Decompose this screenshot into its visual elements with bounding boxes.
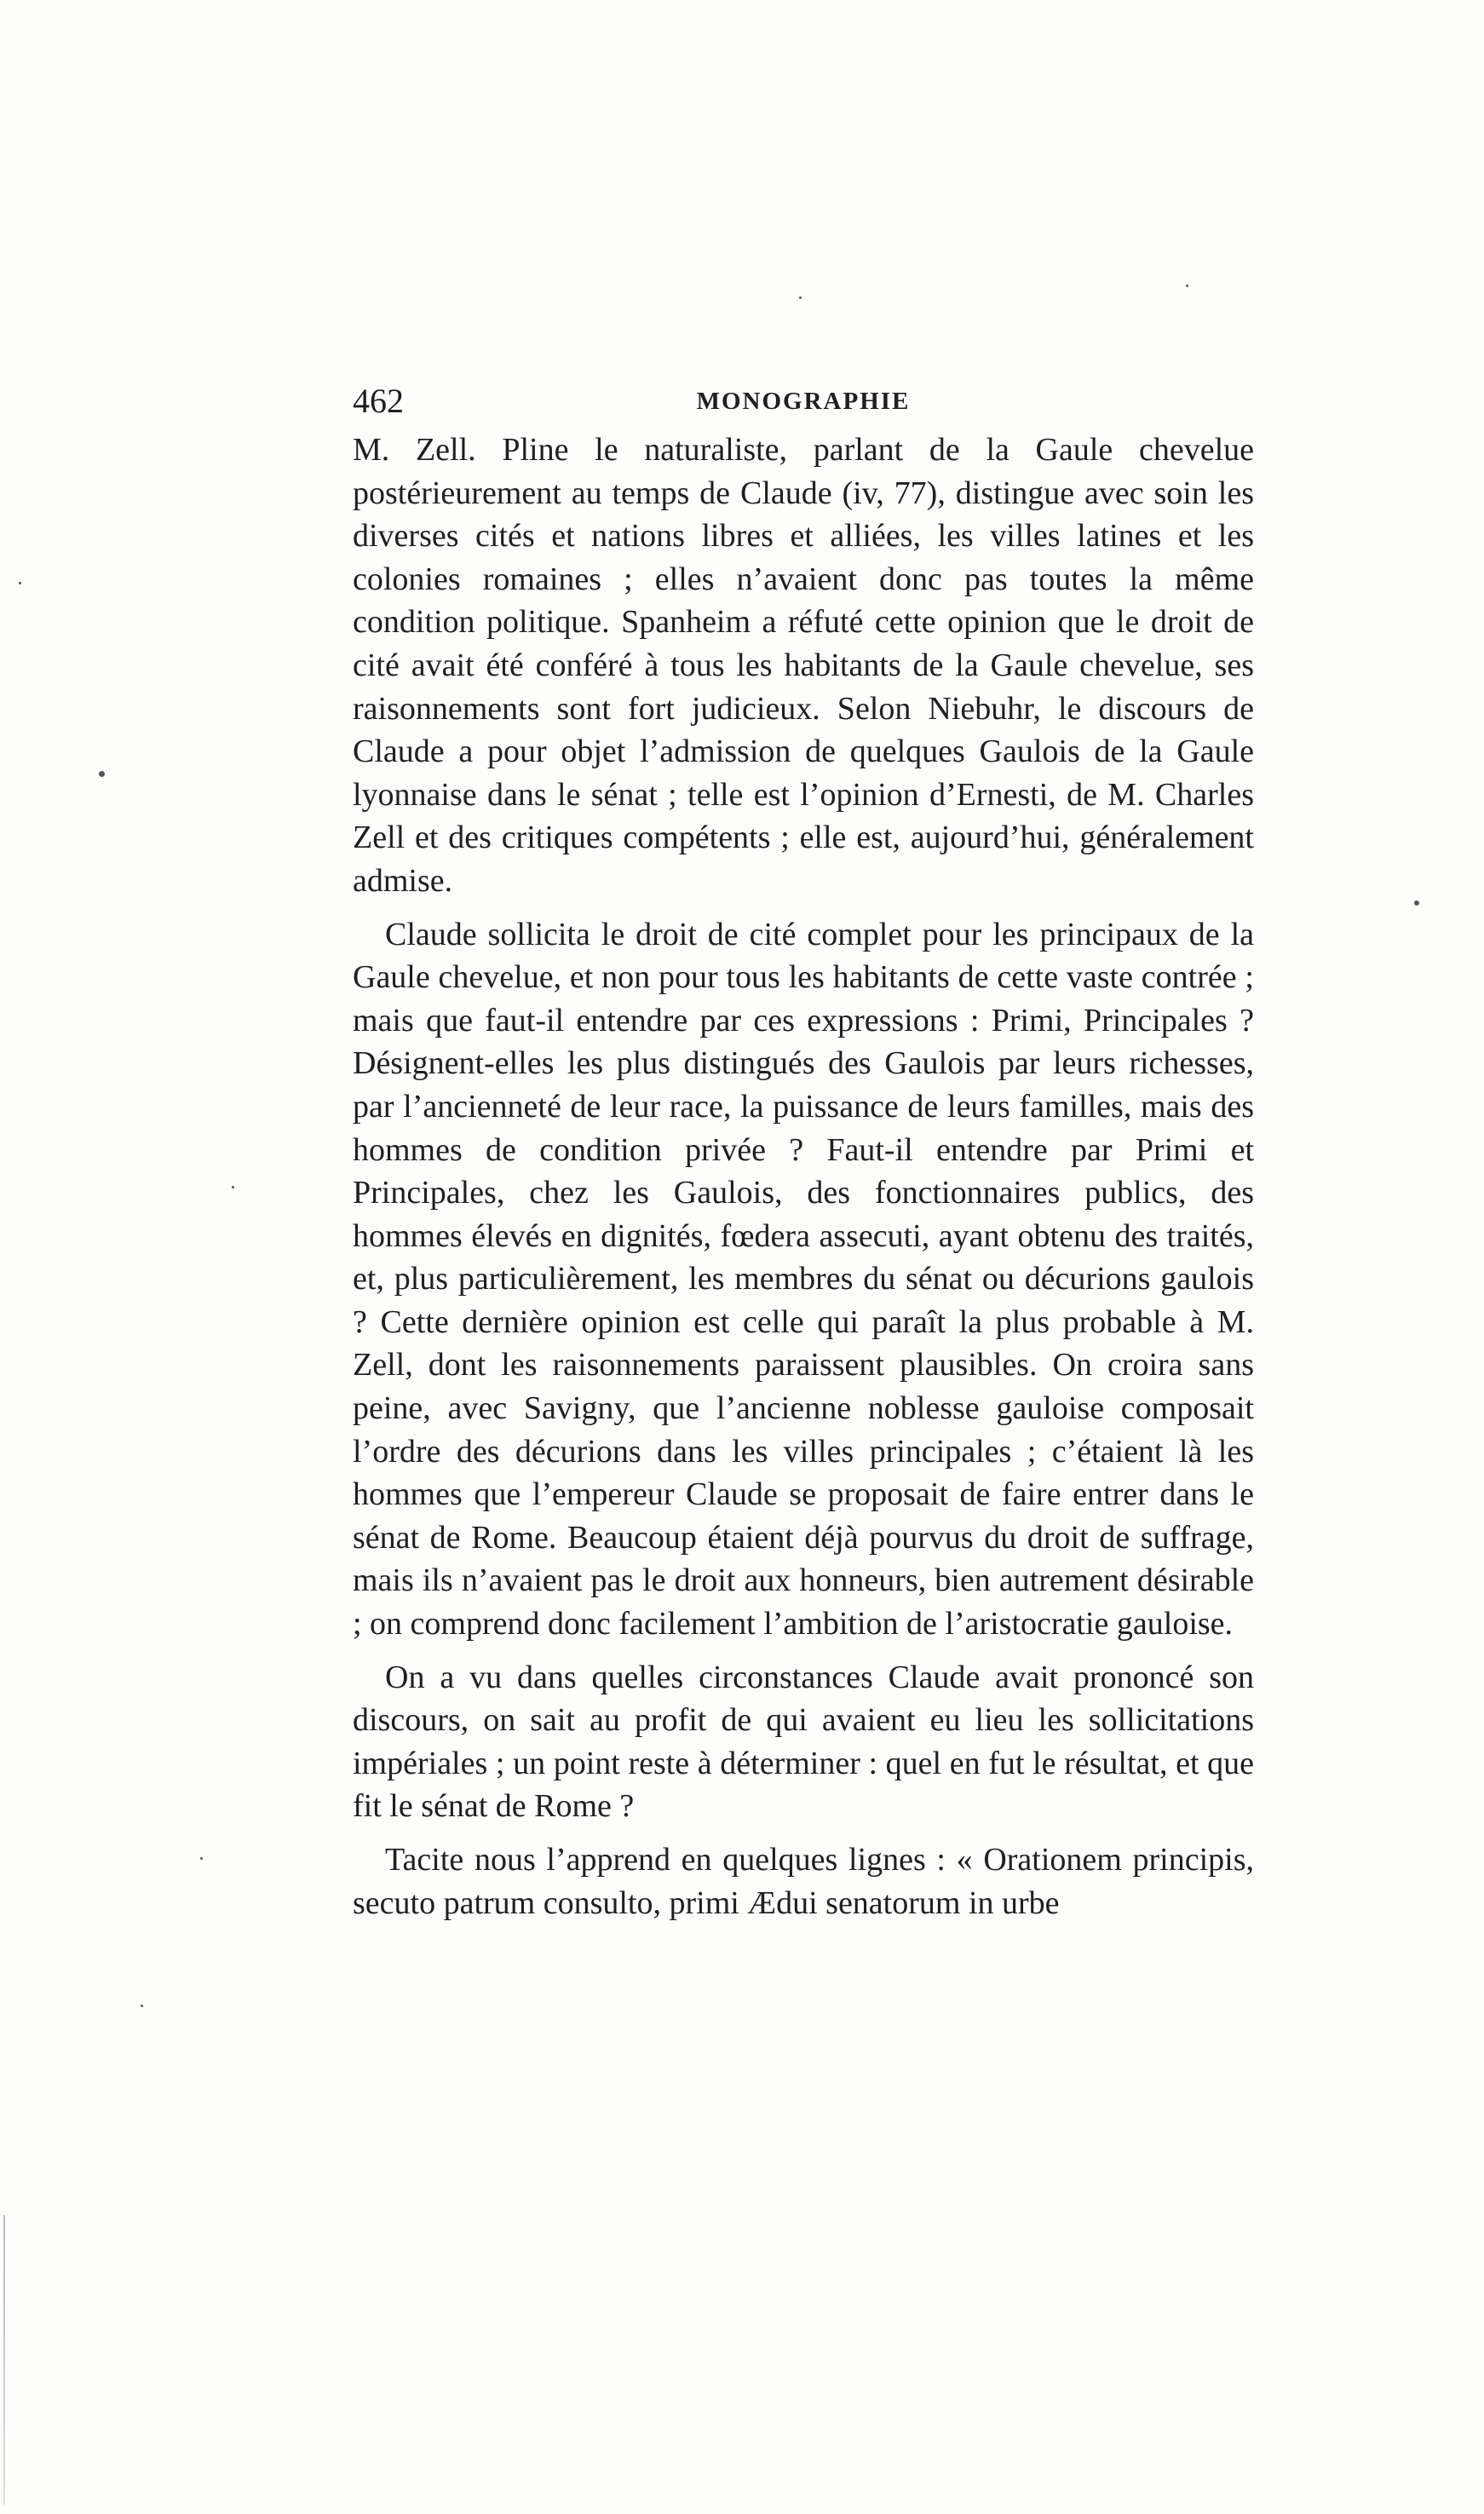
scan-speck (19, 582, 21, 584)
paragraph-3: On a vu dans quelles circonstances Claude avait prononcé son discours, on sait au profit de qui avaient eu lieu les sollicitations impériales ; un point reste à déterminer : quel en fut le résultat, et que fit le sénat de Rome ? (353, 1659, 1254, 1825)
scan-edge-line (3, 2215, 5, 2505)
page-number: 462 (353, 382, 404, 420)
scan-speck (1186, 285, 1188, 287)
body-text (353, 429, 1254, 1924)
paragraph-2: Claude sollicita le droit de cité complet pour les principaux de la Gaule chevelue, et non pour tous les habitants de cette vaste contrée ; mais que faut-il entendre par ces expressions : Primi, Principales ? Désignent-elles les plus distingués des Gaulois par leurs richesses, par l’ancienneté de leur race, la puissance de leurs familles, mais des hommes de condition privée ? Faut-il entendre par Primi et Principales, chez les Gaulois, des fonctionnaires publics, des hommes élevés en dignités, fœdera assecuti, ayant obtenu des traités, et, plus particulièrement, les membres du sénat ou décurions gaulois ? Cette dernière opinion est celle qui paraît la plus probable à M. Zell, dont les raisonnements paraissent plausibles. On croira sans peine, avec Savigny, que l’ancienne noblesse gauloise composait l’ordre des décurions dans les villes principales ; c’étaient là les hommes que l’empereur Claude se proposait de faire entrer dans le sénat de Rome. Beaucoup étaient déjà pourvus du droit de suffrage, mais ils n’avaient pas le droit aux honneurs, bien autrement désirable ; on comprend donc facilement l’ambition de l’aristocratie gauloise. (353, 916, 1254, 1642)
scan-speck (1414, 900, 1419, 906)
scan-speck (799, 296, 802, 299)
paragraph-4: Tacite nous l’apprend en quelques lignes : « Orationem principis, secuto patrum consulto, primi Ædui senatorum in urbe (353, 1842, 1254, 1921)
scan-speck (141, 2005, 143, 2007)
scan-speck (200, 1857, 203, 1860)
paragraph-1: M. Zell. Pline le naturaliste, parlant de la Gaule chevelue postérieurement au temps de Claude (iv, 77), distingue avec soin les diverses cités et nations libres et alliées, les villes latines et les colonies romaines ; elles n’avaient donc pas toutes la même condition politique. Spanheim a réfuté cette opinion que le droit de cité avait été conféré à tous les habitants de la Gaule chevelue, ses raisonnements sont fort judicieux. Selon Niebuhr, le discours de Claude a pour objet l’admission de quelques Gaulois de la Gaule lyonnaise dans le sénat ; telle est l’opinion d’Ernesti, de M. Charles Zell et des critiques compétents ; elle est, aujourd’hui, généralement admise. (353, 432, 1254, 899)
running-title: MONOGRAPHIE (696, 388, 911, 415)
page-header (353, 380, 1254, 423)
scan-speck (99, 771, 105, 777)
scan-speck (232, 1186, 234, 1188)
